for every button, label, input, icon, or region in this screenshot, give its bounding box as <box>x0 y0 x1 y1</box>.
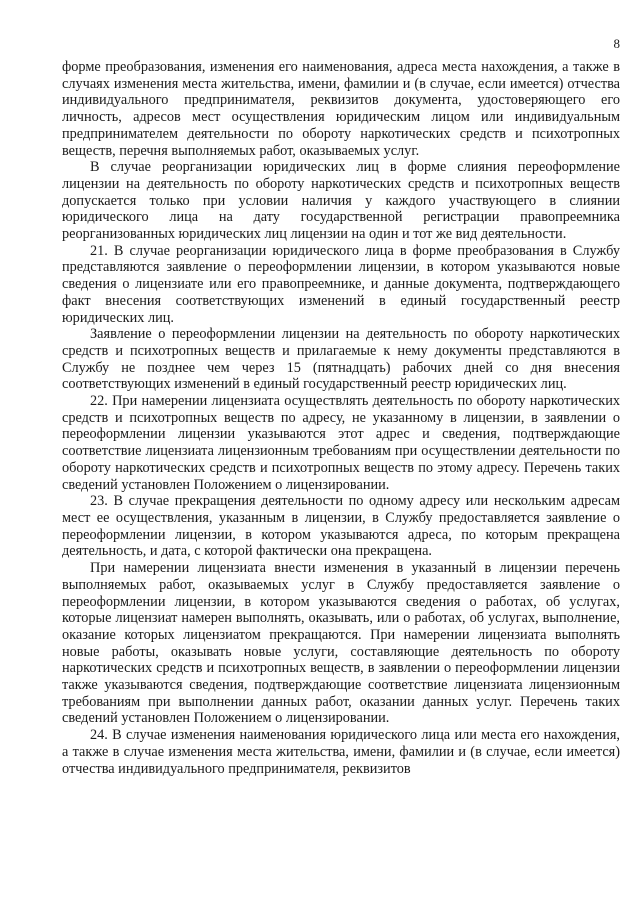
paragraph-clause-22: 22. При намерении лицензиата осуществлять деятельность по обороту наркотических средств и психотропных веществ по адресу, не указанному в лицензии, в заявлении о переоформлении лицензии указываются этот адрес и сведения, подтверждающие соответствие лицензиата лицензионным требованиям при осуществлении деятельности по обороту наркотических средств и психотропных веществ по этому адресу. Перечень таких сведений установлен Положением о лицензировании. <box>62 393 620 493</box>
paragraph-merger-reorganization: В случае реорганизации юридических лиц в форме слияния переоформление лицензии на деятельность по обороту наркотических средств и психотропных веществ допускается только при условии наличия у каждого участвующего в слиянии юридического лица на дату государственной регистрации правопреемника реорганизованных юридических лиц лицензии на один и тот же вид деятельности. <box>62 159 620 243</box>
paragraph-clause-24: 24. В случае изменения наименования юридического лица или места его нахождения, а также в случае изменения места жительства, имени, фамилии и (в случае, если имеется) отчества индивидуального предпринимателя, реквизитов <box>62 727 620 777</box>
paragraph-services-change: При намерении лицензиата внести изменения в указанный в лицензии перечень выполняемых работ, оказываемых услуг в Службу предоставляется заявление о переоформлении лицензии, в котором указываются сведения о работах, об услугах, которые лицензиат намерен выполнять, оказывать, или о работах, об услугах, выполнение, оказание которых лицензиатом прекращаются. При намерении лицензиата выполнять новые работы, оказывать новые услуги, составляющие деятельность по обороту наркотических средств и психотропных веществ, в заявлении о переоформлении лицензии также указываются сведения, подтверждающие соответствие лицензиата лицензионным требованиям при выполнении данных работ, оказании данных услуг. Перечень таких сведений установлен Положением о лицензировании. <box>62 560 620 727</box>
paragraph-continuation: форме преобразования, изменения его наименования, адреса места нахождения, а также в случаях изменения места жительства, имени, фамилии и (в случае, если имеется) отчества индивидуального предпринимателя, реквизитов документа, удостоверяющего его личность, адресов мест осуществления юридическим лицом или индивидуальным предпринимателем деятельности по обороту наркотических средств и психотропных веществ, перечня выполняемых работ, оказываемых услуг. <box>62 59 620 159</box>
paragraph-clause-21: 21. В случае реорганизации юридического лица в форме преобразования в Службу представляются заявление о переоформлении лицензии, в котором указываются новые сведения о лицензиате или его правопреемнике, и данные документа, подтверждающего факт внесения соответствующих изменений в единый государственный реестр юридических лиц. <box>62 242 620 326</box>
page-number: 8 <box>613 36 620 51</box>
paragraph-application-deadline: Заявление о переоформлении лицензии на деятельность по обороту наркотических средств и психотропных веществ и прилагаемые к нему документы представляются в Службу не позднее чем через 15 (пятнадцать) рабочих дней со дня внесения соответствующих изменений в единый государственный реестр юридических лиц. <box>62 326 620 393</box>
paragraph-clause-23: 23. В случае прекращения деятельности по одному адресу или нескольким адресам мест ее осуществления, указанным в лицензии, в Службу предоставляется заявление о переоформлении лицензии, в котором указываются адреса, по которым прекращена деятельность, и дата, с которой фактически она прекращена. <box>62 493 620 560</box>
document-body <box>62 59 620 777</box>
